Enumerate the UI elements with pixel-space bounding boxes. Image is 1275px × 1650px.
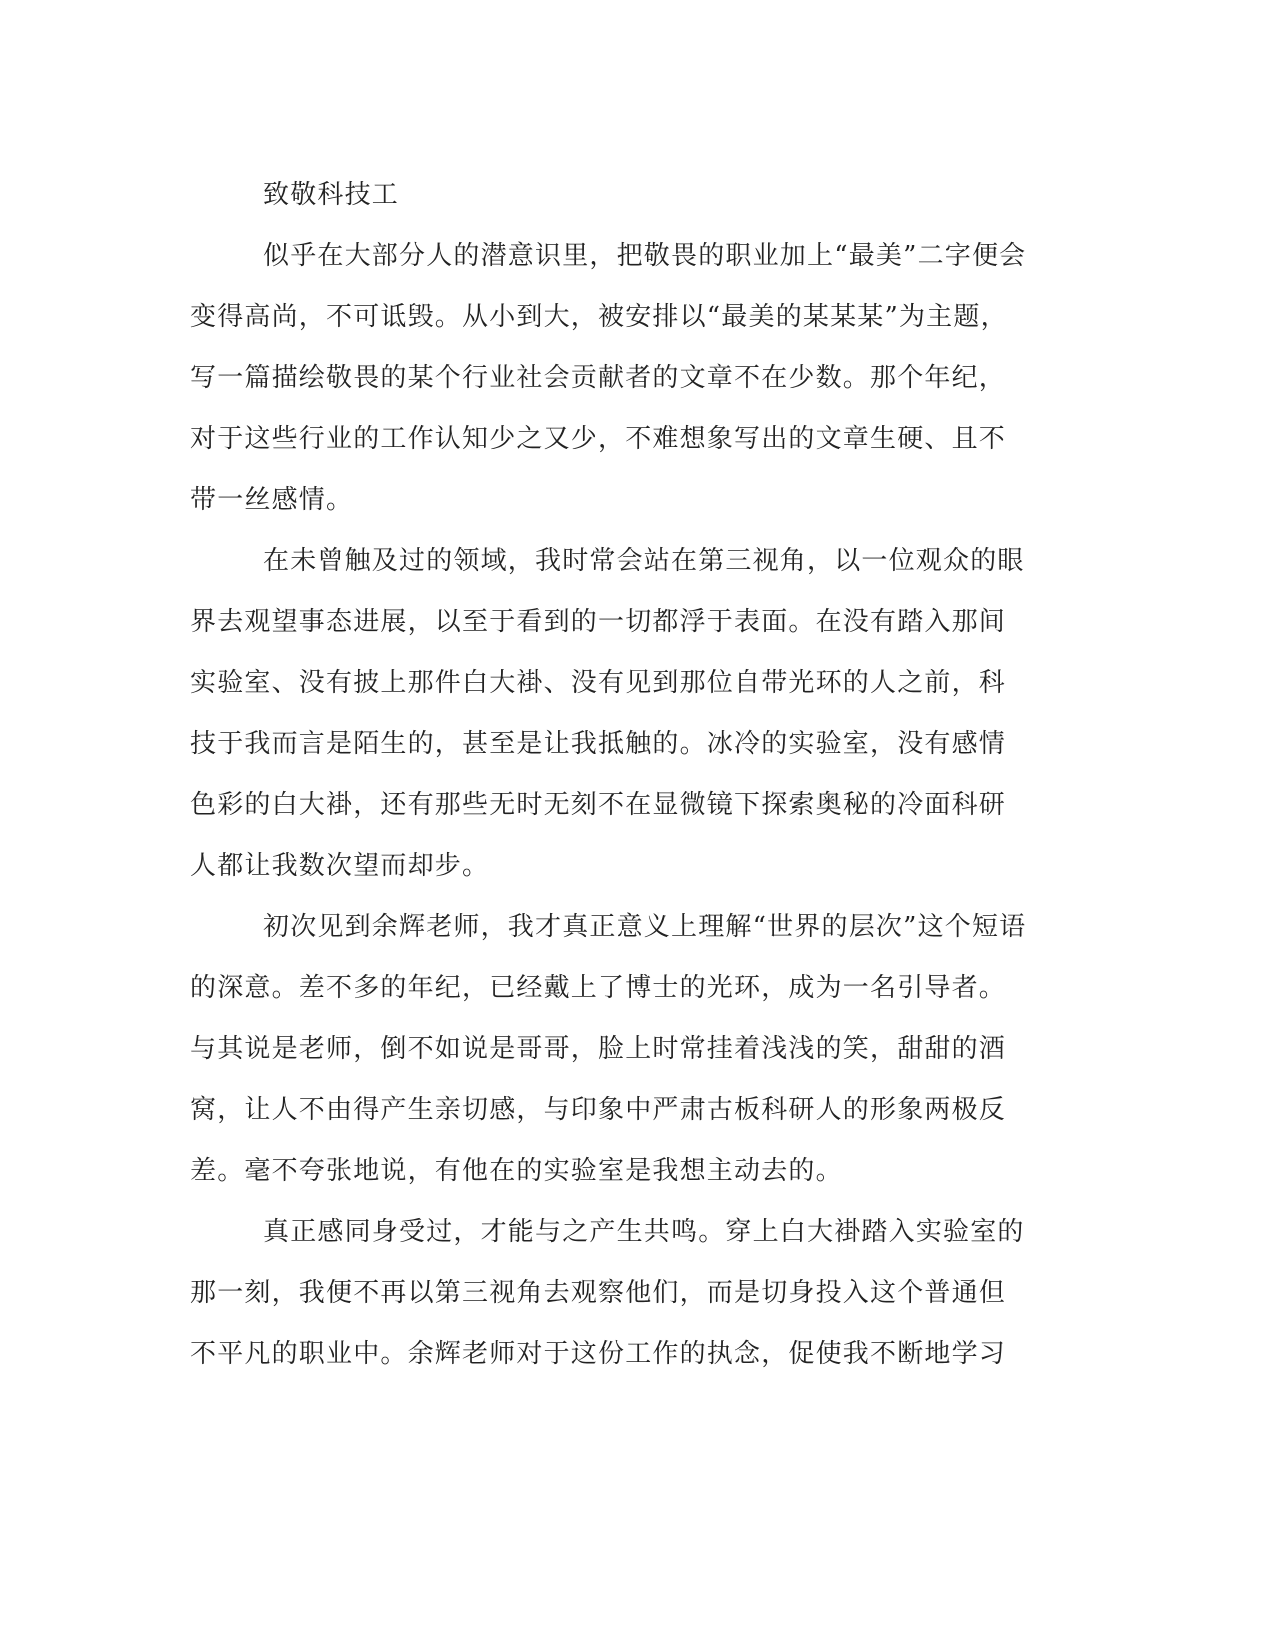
paragraph-line: 的深意。差不多的年纪，已经戴上了博士的光环，成为一名引导者。 <box>190 973 1007 1003</box>
paragraph-line: 似乎在大部分人的潜意识里，把敬畏的职业加上“最美”二字便会 <box>263 241 1027 271</box>
paragraph-4 <box>190 1202 1074 1385</box>
paragraph-line: 变得高尚，不可诋毁。从小到大，被安排以“最美的某某某”为主题， <box>190 302 1008 332</box>
document-title: 致敬科技工 <box>263 180 400 210</box>
paragraph-line: 技于我而言是陌生的，甚至是让我抵触的。冰冷的实验室，没有感情 <box>190 729 1007 759</box>
paragraph-line: 与其说是老师，倒不如说是哥哥，脸上时常挂着浅浅的笑，甜甜的酒 <box>190 1034 1007 1064</box>
paragraph-2 <box>190 531 1074 897</box>
paragraph-line: 实验室、没有披上那件白大褂、没有见到那位自带光环的人之前，科 <box>190 668 1007 698</box>
paragraph-line: 初次见到余辉老师，我才真正意义上理解“世界的层次”这个短语 <box>263 912 1027 942</box>
paragraph-line: 色彩的白大褂，还有那些无时无刻不在显微镜下探索奥秘的冷面科研 <box>190 790 1007 820</box>
paragraph-line: 人都让我数次望而却步。 <box>190 851 490 881</box>
paragraph-line: 在未曾触及过的领域，我时常会站在第三视角，以一位观众的眼 <box>263 546 1025 576</box>
paragraph-line: 对于这些行业的工作认知少之又少，不难想象写出的文章生硬、且不 <box>190 424 1007 454</box>
paragraph-3 <box>190 897 1074 1202</box>
paragraph-line: 不平凡的职业中。余辉老师对于这份工作的执念，促使我不断地学习 <box>190 1339 1007 1369</box>
document-body <box>190 165 1074 1385</box>
paragraph-line: 带一丝感情。 <box>190 485 354 515</box>
paragraph-1 <box>190 226 1074 531</box>
paragraph-line: 写一篇描绘敬畏的某个行业社会贡献者的文章不在少数。那个年纪， <box>190 363 1007 393</box>
paragraph-line: 差。毫不夸张地说，有他在的实验室是我想主动去的。 <box>190 1156 843 1186</box>
paragraph-line: 界去观望事态进展，以至于看到的一切都浮于表面。在没有踏入那间 <box>190 607 1007 637</box>
paragraph-line: 那一刻，我便不再以第三视角去观察他们，而是切身投入这个普通但 <box>190 1278 1007 1308</box>
paragraph-line: 窝，让人不由得产生亲切感，与印象中严肃古板科研人的形象两极反 <box>190 1095 1007 1125</box>
paragraph-line: 真正感同身受过，才能与之产生共鸣。穿上白大褂踏入实验室的 <box>263 1217 1025 1247</box>
